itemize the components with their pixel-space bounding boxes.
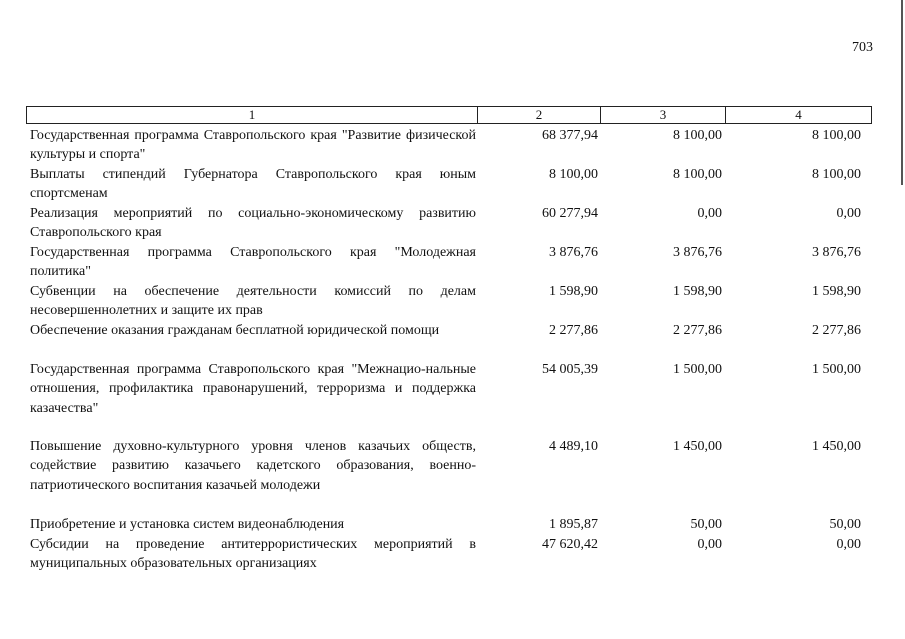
row-value-col4: 50,00 xyxy=(829,517,861,532)
header-col-1: 1 xyxy=(27,107,478,123)
row-value-col3: 2 277,86 xyxy=(673,323,722,338)
row-name: Приобретение и установка систем видеонаблюдения xyxy=(30,517,345,532)
row-name: Государственная программа Ставропольского края "Развитие физической культуры и спорта" xyxy=(30,128,476,163)
header-col-2: 2 xyxy=(478,107,601,123)
row-value-col3: 1 598,90 xyxy=(673,284,722,299)
row-name: Субсидии на проведение антитеррористических мероприятий в муниципальных образовательных организациях xyxy=(30,537,476,572)
row-value-col3: 50,00 xyxy=(690,517,722,532)
row-value-col4: 0,00 xyxy=(836,537,861,552)
row-value-col4: 0,00 xyxy=(836,206,861,221)
scan-edge-line xyxy=(901,0,903,185)
row-value-col3: 0,00 xyxy=(697,206,722,221)
row-name: Субвенции на обеспечение деятельности комиссий по делам несовершеннолетних и защите их прав xyxy=(30,284,476,319)
table-header xyxy=(26,106,872,124)
row-name: Повышение духовно-культурного уровня членов казачьих обществ, содействие развитию казачьего кадетского образования, военно-патриотического воспитания казачьей молодежи xyxy=(30,439,476,493)
row-value-col3: 1 500,00 xyxy=(673,362,722,377)
header-col-4: 4 xyxy=(795,107,802,122)
row-value-col4: 3 876,76 xyxy=(812,245,861,260)
row-value-col3: 0,00 xyxy=(697,537,722,552)
row-value-col3: 8 100,00 xyxy=(673,128,722,143)
row-name: Обеспечение оказания гражданам бесплатной юридической помощи xyxy=(30,323,440,338)
row-name: Реализация мероприятий по социально-экономическому развитию Ставропольского края xyxy=(30,206,476,241)
row-value-col4: 1 450,00 xyxy=(812,439,861,454)
row-name: Государственная программа Ставропольского края "Межнацио-нальные отношения, профилактика правонарушений, терроризма и поддержка казачества" xyxy=(30,362,476,416)
budget-table xyxy=(26,106,872,572)
page-number: 703 xyxy=(852,40,873,55)
row-value-col2: 2 277,86 xyxy=(549,323,598,338)
row-value-col2: 3 876,76 xyxy=(549,245,598,260)
row-value-col2: 4 489,10 xyxy=(549,439,598,454)
row-value-col2: 68 377,94 xyxy=(542,128,598,143)
row-value-col2: 1 598,90 xyxy=(549,284,598,299)
row-value-col2: 54 005,39 xyxy=(542,362,598,377)
row-value-col3: 3 876,76 xyxy=(673,245,722,260)
row-value-col3: 1 450,00 xyxy=(673,439,722,454)
row-value-col4: 8 100,00 xyxy=(812,167,861,182)
header-col-3: 3 xyxy=(601,107,726,123)
row-value-col4: 1 500,00 xyxy=(812,362,861,377)
row-value-col2: 8 100,00 xyxy=(549,167,598,182)
row-value-col4: 8 100,00 xyxy=(812,128,861,143)
row-name: Выплаты стипендий Губернатора Ставропольского края юным спортсменам xyxy=(30,167,476,202)
row-value-col4: 2 277,86 xyxy=(812,323,861,338)
row-value-col3: 8 100,00 xyxy=(673,167,722,182)
row-value-col2: 1 895,87 xyxy=(549,517,598,532)
row-value-col2: 60 277,94 xyxy=(542,206,598,221)
row-name: Государственная программа Ставропольского края "Молодежная политика" xyxy=(30,245,476,280)
row-value-col2: 47 620,42 xyxy=(542,537,598,552)
row-value-col4: 1 598,90 xyxy=(812,284,861,299)
